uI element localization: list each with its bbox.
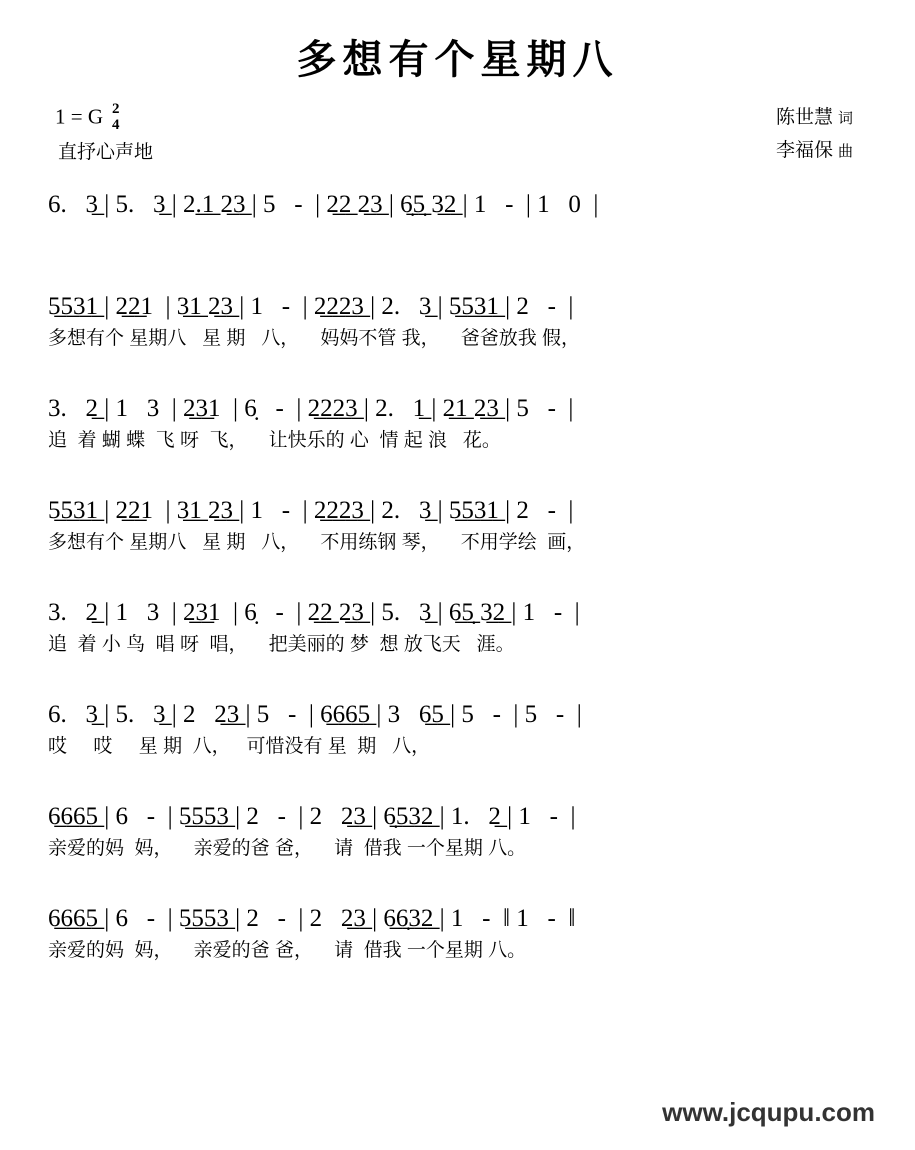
time-signature-denominator: 4	[112, 116, 120, 133]
music-system	[0, 173, 915, 251]
key-signature-text: 1 = G	[55, 104, 104, 129]
system-gap	[0, 863, 915, 887]
lyrics-line: 亲爱的妈 妈， 亲爱的爸 爸， 请 借我 一个星期 八。	[48, 837, 527, 859]
lyrics-line: 亲爱的妈 妈， 亲爱的爸 爸， 请 借我 一个星期 八。	[48, 939, 527, 961]
lyrics-line: 多想有个 星期八 星 期 八， 妈妈不管 我， 爸爸放我 假，	[48, 327, 581, 349]
watermark: www.jcqupu.com	[662, 1097, 875, 1127]
music-system	[0, 275, 915, 353]
sheet-music-page	[0, 28, 915, 1150]
system-gap	[0, 455, 915, 479]
notation-line: 6̲6̲6̲5̲ | 6 - | 5̲5̲5̲3̲ | 2 - | 2 2̲3̲ | 6̣̲5̲3̲2̲ | 1. 2̲ | 1 - |	[48, 803, 576, 830]
lyrics-line: 追 着 小 鸟 唱 呀 唱， 把美丽的 梦 想 放飞天 涯。	[48, 633, 515, 655]
system-gap	[0, 557, 915, 581]
music-system	[0, 683, 915, 761]
notation-line: 6. 3̲ | 5. 3̲ | 2 2̲3̲ | 5 - | 6̲6̲6̲5̲ | 3 6̲5̲ | 5 - | 5 - |	[48, 701, 582, 728]
music-system	[0, 377, 915, 455]
system-gap	[0, 251, 915, 275]
page-title: 多想有个星期八	[296, 38, 619, 82]
notation-line: 5̲5̲3̲1̲ | 2̲2̲1 | 3̲1̲ 2̲3̲ | 1 - | 2̲2̲2̲3̲ | 2. 3̲ | 5̲5̲3̲1̲ | 2 - |	[48, 497, 574, 524]
music-system	[0, 785, 915, 863]
lyricist-line	[776, 101, 853, 134]
lyrics-line: 哎 哎 星 期 八， 可惜没有 星 期 八，	[48, 735, 431, 757]
system-gap	[0, 761, 915, 785]
notation-line: 3. 2̲ | 1 3 | 2̲3̲1 | 6̣ - | 2̲2̲ 2̲3̲ | 5. 3̲ | 6̲5̣̲ 3̲2̲ | 1 - |	[48, 599, 580, 626]
lyrics-line: 多想有个 星期八 星 期 八， 不用练钢 琴， 不用学绘 画，	[48, 531, 586, 553]
notation-line: 6̲6̲6̲5̲ | 6 - | 5̲5̲5̲3̲ | 2 - | 2 2̲3̲ | 6̲6̣̲3̲2̲ | 1 - ‖ 1 - ‖	[48, 905, 576, 932]
composer-line	[776, 134, 853, 167]
music-system	[0, 581, 915, 659]
composer-role: 曲	[837, 143, 853, 161]
system-gap	[0, 659, 915, 683]
score-header	[0, 101, 915, 173]
music-system	[0, 479, 915, 557]
lyricist-name: 陈世慧	[775, 107, 833, 128]
notation-line: 6. 3̲ | 5. 3̲ | 2.̲1̲ 2̲3̲ | 5 - | 2̲2̲ 2̲3̲ | 6̣̲5̣̲ 3̲2̲ | 1 - | 1 0 |	[48, 191, 599, 218]
time-signature	[112, 102, 120, 134]
key-signature	[55, 103, 120, 135]
expression-marking: 直抒心声地	[58, 142, 154, 163]
lyrics-line: 追 着 蝴 蝶 飞 呀 飞， 让快乐的 心 情 起 浪 花。	[48, 429, 501, 451]
credits	[776, 101, 853, 168]
lyricist-role: 词	[837, 110, 853, 127]
system-gap	[0, 353, 915, 377]
composer-name: 李福保	[775, 140, 833, 162]
music-system	[0, 887, 915, 965]
time-signature-numerator: 2	[112, 101, 120, 117]
notation-line: 5̲5̲3̲1̲ | 2̲2̲1 | 3̲1̲ 2̲3̲ | 1 - | 2̲2̲2̲3̲ | 2. 3̲ | 5̲5̲3̲1̲ | 2 - |	[48, 293, 574, 320]
notation-line: 3. 2̲ | 1 3 | 2̲3̲1 | 6̣ - | 2̲2̲2̲3̲ | 2. 1̲ | 2̲1̲ 2̲3̲ | 5 - |	[48, 395, 574, 422]
lyrics-line	[48, 217, 867, 251]
